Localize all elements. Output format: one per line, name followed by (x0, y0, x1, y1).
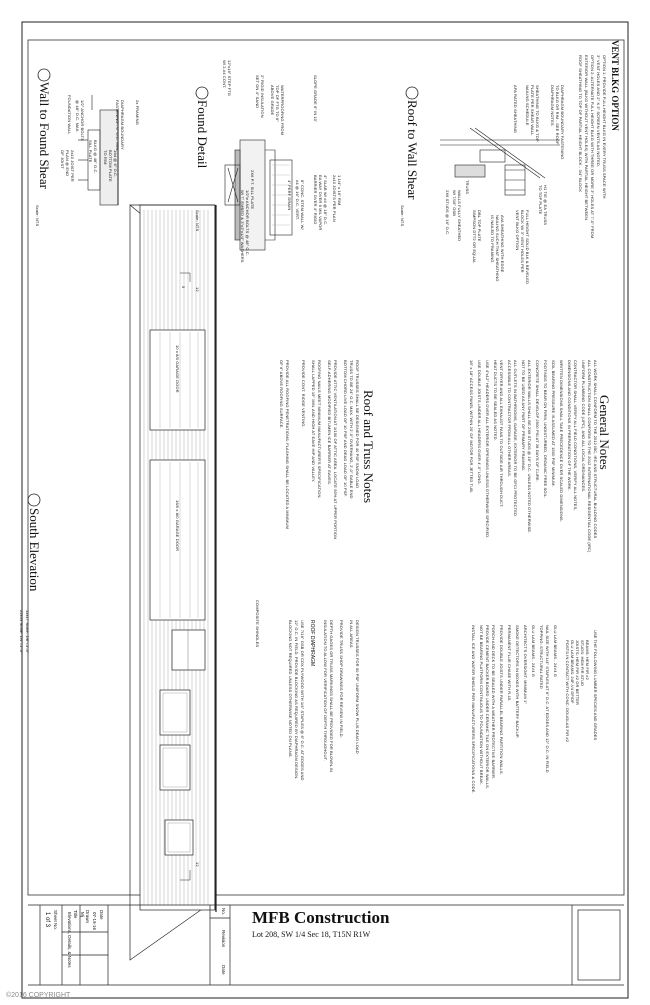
date-label: Date (99, 910, 104, 920)
window-1 (160, 690, 190, 735)
sheet-value: 1 of 3 (44, 912, 50, 928)
south-elevation-drawing (130, 205, 216, 960)
wall-to-found-scale: Scale: NTS (35, 205, 40, 227)
fd-rim-1: 1 1/4" x 16" RIM (337, 175, 342, 206)
sheet-label: Sheet No. (53, 910, 58, 931)
fd-anchor-2: W/ 7" EMBED & 3"x3"x1/4" WASHERS (240, 190, 245, 263)
rev-col-no: No. (221, 908, 226, 916)
fd-waterproof-2: TOP OF FTG TO 6" (275, 85, 280, 122)
callout-roof-to-wall (406, 87, 418, 99)
fd-slope: SLOPE GRADE 6" IN 10' (313, 75, 318, 122)
entry-door (172, 630, 205, 670)
roof-to-wall-scale: Scale: NTS (400, 205, 405, 227)
callout-south-elevation (28, 494, 40, 506)
rtw-dbltop-1: DBL TOP PLATE (477, 210, 482, 242)
gn-17: USE DOUBLE JOISTS UNDER ALL HEADERS OVER 4'-0" LONG. (477, 360, 482, 485)
company-name: MFB Construction (252, 908, 390, 927)
gn-9: CONCRETE SHALL DEVELOP 2500 PSI AT 28 DAYS OF CURE. (535, 360, 540, 482)
gn2-9: PORCH AND DECK TO BE SEALED WITH A WEATHER PROTECTIVE BARRIER. (491, 625, 496, 780)
rtw-sheathing-2: PLATE PER SHEAR WALL (530, 85, 535, 136)
rev-col-date: Date (221, 965, 226, 975)
gn2-10: PROVIDE CEMENT BACKER BOARD UNDER CERAMIC TILE ON EXTERIOR WALLS. (485, 625, 490, 790)
date-value: 07-19-16 (92, 912, 97, 931)
south-elevation-title: South Elevation (27, 508, 42, 592)
rtw-apa: APA RATED SHEATHING (513, 85, 518, 133)
wtf-framing: 2x FRAMING (135, 100, 140, 125)
wtf-foundation: FOUNDATION WALL (67, 95, 72, 135)
rtw-h1-1: H1 TIE @ EA TRUSS (543, 185, 548, 226)
title-value: Elevations, Details, & Notes (67, 912, 72, 968)
lumber-4: GLU LAM BEAMS: 24F-V4 DF/DF (570, 640, 575, 704)
fd-rigid-1: 2" RIGID INSULATION (260, 75, 265, 118)
rtw-sheathing-1: SHEATHING TO BLKG & TOP (535, 85, 540, 142)
vent-note-4: EXTERIOR WALL (BLKG WITHOUT VENT HOLES) WITH PARTIAL HEIGHT BETWEEN (584, 55, 589, 221)
gn-2: ALL CONSTRUCTION SHALL CONFORM TO THE 2012 INTERNATIONAL RESIDENTIAL CODE (IRC) (587, 360, 592, 553)
tn-2: TRUSS TO BE 24" O.C. MAX. WITH 2'-0" OVERHANG, 2'-0" GABLE END (349, 360, 354, 499)
rev-col-revision: Revision (221, 930, 226, 948)
tn-6: ROOFING NAILS MEET MINIMUM MANUFACTURER'S SPECIFICATION. (317, 360, 322, 499)
wtf-joist-2: PLAN @ END (65, 150, 70, 177)
copyright-watermark: ©2016 COPYRIGHT (6, 992, 71, 999)
vent-note-3: OPTION 2: ALTERNATE FULL HEIGHT BLKG WITH THREE OR MORE 3" HOLES AT 7'-0" FROM (590, 55, 595, 239)
roof-to-wall-title: Roof to Wall Shear (405, 100, 420, 200)
fd-rigid-2: SET ON 4" SAND (255, 75, 260, 109)
tn-8: PROVIDE CONT. RIDGE VENTING. (301, 360, 306, 428)
fd-waterproof-1: WATERPROOFING FROM (280, 85, 285, 136)
gn-12: ALL OUTLETS IN BATHROOMS, GARAGE, EXTERIOR TO BE GFCI PROTECTED. (513, 360, 518, 518)
drawn-label: Drawn (85, 910, 90, 924)
dia-3: BLOCKING NOT REQUIRED UNLESS OTHERWISE NOTED ON PLANS. (288, 620, 293, 758)
gn2-7: PERMANENT FLUE CHASE WITH R-19. (507, 625, 512, 702)
wtf-edge-1: 16d @ 6" O.C. (113, 150, 118, 178)
found-detail-sketch (225, 140, 292, 250)
gn-13: ACCESSIBLE TO CONTRACTOR FROM ALL OTHER AREAS. (507, 360, 512, 477)
gn-6: WRITTEN DIMENSIONS SHALL TAKE PRECEDENCE OVER SCALED DIMENSIONS. (559, 360, 564, 522)
fd-footing-2: W/ 2-#4 CONT. (222, 60, 227, 89)
elev-garage2-label: 16/0 x 8/0 GARAGE DOOR (175, 500, 180, 552)
rtw-vapor-3: IS NAILED TO FRAMING (490, 215, 495, 263)
td-3: PROVIDE TRUSS SHOP DRAWINGS FOR REVIEW IN FIELD. (339, 620, 344, 738)
fd-waterproof-3: ABOVE GRADE (270, 85, 275, 116)
rtw-studs: 2X6 STUDS @ 16" O.C. (445, 190, 450, 236)
wall-to-found-title: Wall to Found Shear (37, 82, 52, 189)
gn2-5: ARCHITECT'S OVERSIGHT: MINIMUM 1" (523, 625, 528, 704)
rtw-vapor-1: AVA SHEATHING WITH EDGE (500, 215, 505, 273)
vent-blkg-title: VENT BLKG OPTION (610, 40, 620, 131)
rtw-dbltop-2: SIMPSON DTT2 OR EQUAL (472, 210, 477, 264)
td-5: INSULATION TO ALLOW FOR VERIFICATION OF DEPTH THROUGHOUT. (323, 620, 328, 761)
rtw-truss: TRUSS (465, 180, 470, 195)
gn2-1: GLU LAM BEAMS - 24V4 G (553, 625, 558, 677)
gn-1: ALL WORK SHALL CONFORM TO THE 2012 IBC, IRC AND STRUCTURAL BUILDING CODES (593, 360, 598, 539)
callout-wall-to-found (38, 69, 50, 81)
elev-pitch-right: 12 (195, 862, 200, 867)
diaphragm-title: ROOF DIAPHRAGM (309, 620, 315, 667)
tn-9: PROVIDE ALL ROOFING PENETRATIONS: FLASHING SHALL BE LOCATED A MINIMUM (285, 360, 290, 529)
fd-slab-2: EA WAY OVER 6 MIL VAPOR (318, 175, 323, 231)
wtf-block-2: SILL PLATE (88, 140, 93, 163)
rtw-hurricane-3: VENT BLKG OPTION (515, 210, 520, 251)
gn-5: DIMENSIONS AND CONDITIONS IN PREPARATION OF THE WORK. (567, 360, 572, 491)
found-detail-scale: Scale: NTS (195, 210, 200, 232)
fd-slab-3: BARRIER OVER 4" RIGID (313, 175, 318, 225)
tn-3: BOTTOM CHORD LIVE LOAD OF 10 PSF AND DEAD LOAD OF 10 PSF. (343, 360, 348, 497)
gn2-8: PROVIDE DOUBLE JOISTS UNDER PARALLEL BEARING PARTITION WALLS. (499, 625, 504, 775)
gn-16: USE 4"x12" HEADERS OVER ALL EXTERIOR OPENINGS UNLESS OTHERWISE SPECIFIED. (485, 360, 490, 539)
lumber-5: POSTS IN CONTACT WITH CONC: DOUGLAS FIR #2 (565, 640, 570, 743)
fd-stem-2: #4 @ 16" O.C. VERT. (295, 180, 300, 221)
lumber-1: BEAMS: HEM FIR #2 (585, 640, 590, 680)
rtw-sheathing-3: NAILING SCHEDULE (525, 85, 530, 126)
gn-18: 18" x 18" ACCESS PANEL WITHIN 20' OF MOTOR FOR JETTED TUB. (469, 360, 474, 494)
fd-drain: 4" PERF DRAIN (287, 180, 292, 211)
rtw-nailing-3: DIAPHRAGM NOTES (550, 85, 555, 126)
vent-note-2: 3" VENT HOLES AND 2" X 3" SCREEN VENTS AS NOTED. (596, 55, 601, 168)
gn-8: FOOTINGS TO BEAR ON FIRM, UNDISTURBED, ORGANIC FREE SOIL. (543, 360, 548, 499)
gn2-11: NOT BE BEARING PLATFORM CONTINUOUS TO FOUNDATION WITHOUT BREAK. (479, 625, 484, 786)
wtf-joist-3: OF JOIST (60, 150, 65, 169)
rtw-h1-2: TO TOP PLATE (538, 185, 543, 215)
wtf-edge-3: TO RIM (103, 150, 108, 165)
rtw-wallshear-1: WALLS FULLY SHEATHED (457, 190, 462, 242)
rtw-nailing-2: TO BLKG OR RIM - SEE ROOF (555, 85, 560, 145)
window-2 (160, 745, 190, 790)
elev-pitch-rise: 5 (181, 286, 186, 289)
callout-found-detail (196, 87, 208, 99)
rtw-wallshear-2: W/ 7/16" OSB (452, 190, 457, 216)
south-scale-1: 11x17 Scale: 1/8"=1'-0" (25, 610, 30, 654)
found-detail-title: Found Detail (195, 100, 210, 169)
rtw-nailing-1: DIAPHRAGM BOUNDARY FASTENING (560, 85, 565, 160)
wtf-nails-1: DIAPHRAGM BOUNDARY (120, 100, 125, 150)
gn-10: ALL EXTERIOR WALLS SHALL BE 2X6 STUDS @ 16" O.C. UNLESS NOTED OTHERWISE. (527, 360, 532, 534)
gn2-12: INSTALL ICE AND WATER SHIELD PER MANUFACTURERS SPECIFICATIONS & CODE. (471, 625, 476, 794)
td-1: DESIGN TRUSSES FOR 50 PSF UNIFORM SNOW PLUS DEAD LOAD (355, 620, 360, 754)
lot-description: Lot 208, SW 1/4 Sec 18, T15N R1W (252, 930, 371, 939)
wtf-edge-2: BOTTOM PLATE (108, 150, 113, 182)
elev-roof-label: COMPOSITE SHINGLES (255, 600, 260, 648)
gn-15: HEAT DUCTS TO BE SEALED AS NOTED. (493, 360, 498, 441)
elev-pitch-top: 12 (195, 287, 200, 292)
lumber-2: STUDS: HEM FIR STUD (580, 640, 585, 687)
tn-10: OF 6" ABOVE ROOFING SURFACE. (279, 360, 284, 429)
gn2-3: TOPPING: STRUCTURAL RATED (539, 625, 544, 689)
rtw-hurricane-2: BLOCK W/ 3" VENT HOLES PER (520, 210, 525, 273)
wtf-bolt-1: 1/2" ANCHOR BOLTS (80, 100, 85, 141)
td-4: DEPTH GAGES OR TRUSS MARKINGS SHALL BE PROVIDED FOR BLOWN-IN (329, 620, 334, 772)
gn-11: NOT TO BE USED AS ANY PART OF PRIMARY FRAMING. (521, 360, 526, 472)
general-notes-title: General Notes (597, 395, 612, 470)
drawn-value: Mj (80, 912, 85, 917)
tn-5: SELF-ADHERING MODIFIED BITUMEN ICE BARRIER AT EAVES. (327, 360, 332, 485)
fd-rim-2: 2x10 JOISTS PER PLAN (332, 175, 337, 222)
fd-sill: 2X6 P.T. SILL PLATE (250, 170, 255, 210)
fd-footing-1: 12"x16" STEP FTG (227, 60, 232, 96)
gn-3: UNIFORM PLUMBING CODE (UPC), AND ALL LOCAL ORDINANCES. (581, 360, 586, 493)
dia-1: USE 7/16" OSB OR CDX PLYWOOD WITH 1/4" STAPLES @ 6" O.C. AT EDGES AND (300, 620, 305, 781)
td-2: IN ALL AREAS. (349, 620, 354, 649)
elev-garage1-label: 10 x 8/0 GARAGE DOOR (175, 345, 180, 393)
wtf-joist-1: 2x10 JOIST PER (70, 150, 75, 182)
vent-note-5: ROOF SHEATHING TO TOP OF PARTIAL HEIGHT BLOCK - 3/4" BLOCK (578, 55, 583, 193)
south-scale-2: 22x34 Scale: 1/4"=1'-0" (19, 610, 24, 654)
lumber-intro: USE THE FOLLOWING LUMBER SPECIES AND GRADES (593, 630, 598, 741)
wtf-block-1: BLKG @ 48" O.C. (93, 140, 98, 174)
fd-slab-1: 4" SLAB W/ #4 @ 18" O.C. (323, 175, 328, 226)
gn2-6: SMOKE DETECTORS IN BOXES WITH BATTERY BACKUP. (515, 625, 520, 739)
gn-4: CONTRACTOR SHALL VERIFY ALL FIELD CONDITIONS, VERIFY ALL NOTES, (573, 360, 578, 511)
rtw-hurricane-1: FULL HEIGHT SOLID BLK & BEVELED (525, 210, 530, 285)
window-3 (165, 820, 193, 855)
fd-anchor-1: 1/2"ø ANCHOR BOLTS @ 48" O.C. (245, 190, 250, 256)
lumber-3: JOISTS: HEM FIR #2 OR BETTER (575, 640, 580, 706)
vent-note-1: OPTION 1: PROVIDE FULL HEIGHT BLKG IN EVERY TRUSS SPACE WITH (602, 55, 607, 199)
gn2-4: GLU LAM BEAMS - 24V4 G (531, 625, 536, 677)
tn-7: SHALL LAPPED 19" MIN. AND HIGH AT EAVE HIP AND VALLEY. (311, 360, 316, 483)
dia-2: 12" O.C. IN FIELD. PROVIDE BLOCKING AS REQUIRED BY DIAPHRAGM DESIGN. (294, 620, 299, 780)
wtf-bolt-2: @ 48" O.C. MAX. (75, 100, 80, 133)
gn-7: SOIL BEARING PRESSURE IS ASSUMED AT 1500 PSF MINIMUM. (551, 360, 556, 487)
tn-1: ROOF TRUSSES SHALL BE DESIGNED FOR 40 PSF SNOW LOAD (355, 360, 360, 489)
gn2-2: NAIL SIZE WITH 1/4" STAPLES AT 6" O.C. AT EDGES AND 12" O.C. IN FIELD (545, 625, 550, 773)
roof-truss-title: Roof and Truss Notes (361, 390, 376, 504)
wtf-nails-2: FASTENING - 6" O.C. MIN. (115, 100, 120, 152)
fd-stem-1: 8" CONC. STEM WALL W/ (300, 180, 305, 230)
gn-14: VENT DRYER AND ALL EXHAUST FANS TO OUTSIDE AIR THROUGH DUCT. (499, 360, 504, 508)
title-label: Title (73, 910, 78, 919)
rtw-vapor-2: NAILING SUCH THAT SHEATHING (495, 215, 500, 282)
tn-4: PROVIDE ATTIC VENTILATION AT 1/150 OF ATTIC AREA. LOCATE 50% AT UPPER PORTION (333, 360, 338, 540)
